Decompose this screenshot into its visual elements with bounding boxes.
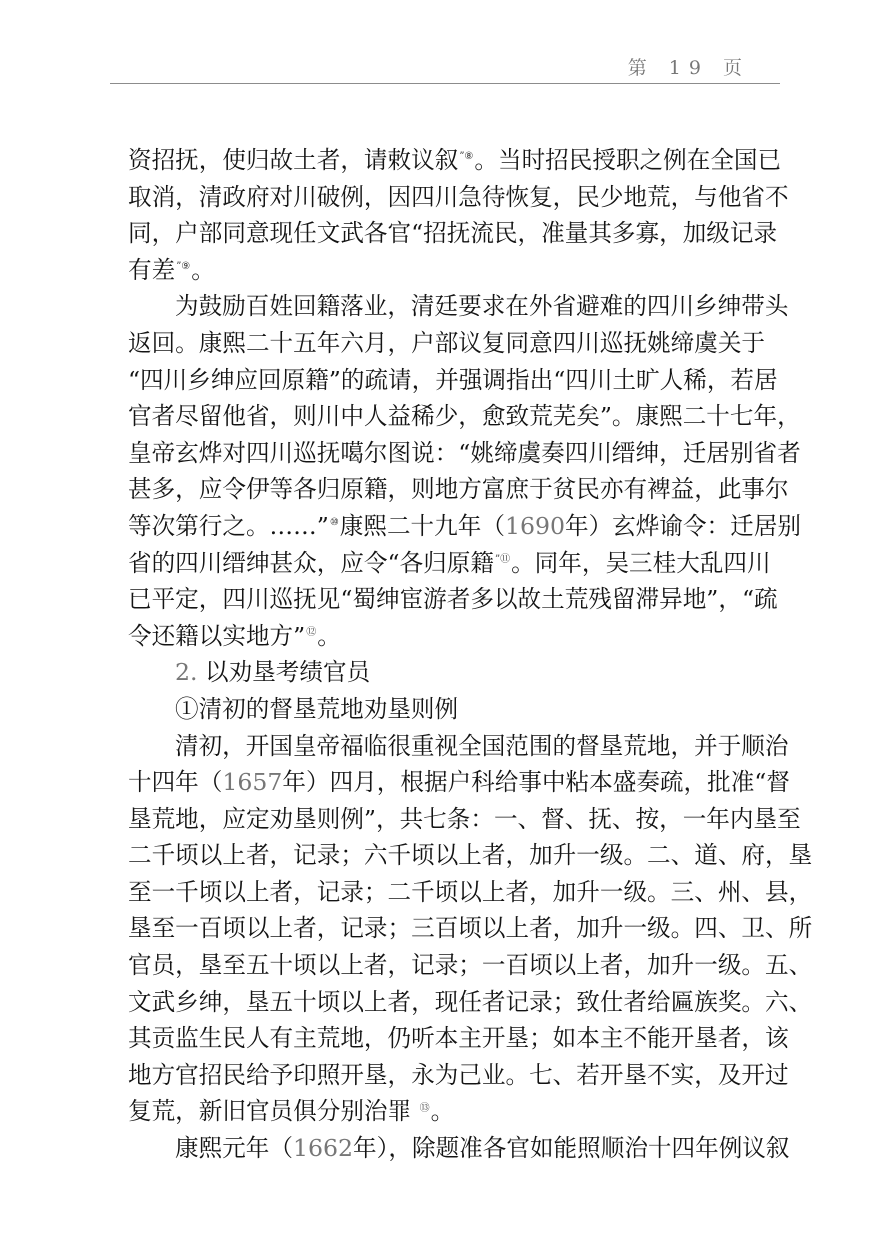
number-text: 1662 [292, 1134, 354, 1163]
footnote-marker: ”⑨ [176, 260, 191, 272]
text-segment: 已平定，四川巡抚见“蜀绅宦游者多以故土荒残留滞异地”，“疏 [128, 585, 778, 614]
text-segment: 。 [317, 621, 341, 650]
footnote-marker: ⑩ [329, 517, 339, 529]
text-segment: 甚多，应令伊等各归原籍，则地方富庶于贫民亦有裨益，此事尔 [128, 475, 789, 504]
text-segment: 为鼓励百姓回籍落业，清廷要求在外省避难的四川乡绅带头 [175, 292, 789, 321]
document-body [128, 142, 813, 1167]
text-line [128, 1093, 776, 1130]
text-line [128, 508, 801, 545]
footnote-marker: ”⑧ [459, 151, 474, 163]
text-segment: ①清初的督垦荒地劝垦则例 [175, 694, 459, 723]
text-line [128, 691, 776, 728]
text-segment: 。 [430, 1097, 455, 1126]
text-line [128, 471, 789, 508]
text-segment: 令还籍以实地方” [128, 621, 306, 650]
text-segment: “四川乡绅应回原籍”的疏请，并强调指出“四川土旷人稀，若居 [128, 365, 778, 394]
text-line [128, 1130, 790, 1167]
text-line [128, 179, 789, 216]
text-line [128, 252, 776, 289]
text-line [128, 947, 813, 984]
number-text: 1657 [222, 768, 283, 797]
text-segment: 。同年，吴三桂大乱四川 [511, 548, 771, 577]
text-line [128, 874, 813, 911]
text-segment: 官者尽留他省，则川中人益稀少，愈致荒芜矣”。康熙二十七年， [128, 402, 801, 431]
text-line [128, 545, 776, 582]
text-segment: 省的四川缙绅甚众，应令“各归原籍 [128, 548, 494, 577]
text-segment: 年）四月，根据户科给事中粘本盛奏疏，批准“督 [282, 768, 790, 797]
text-segment: 皇帝玄烨对四川巡抚噶尔图说：“姚缔虞奏四川缙绅，迁居别省者 [128, 438, 801, 467]
text-line [128, 618, 776, 655]
text-line [128, 728, 789, 765]
footnote-marker: ⑫ [306, 626, 317, 638]
text-line [128, 215, 776, 252]
number-text: 1690 [504, 511, 565, 540]
text-segment: 清初，开国皇帝福临很重视全国范围的督垦荒地，并于顺治 [175, 731, 789, 760]
text-segment: 年）玄烨谕令：迁居别 [564, 511, 801, 540]
text-segment: 等次第行之。……” [128, 511, 329, 540]
text-line [128, 362, 776, 399]
text-line [128, 581, 776, 618]
text-segment: 返回。康熙二十五年六月，户部议复同意四川巡抚姚缔虞关于 [128, 328, 766, 357]
page-number: 第 19 页 [627, 57, 750, 79]
text-line [128, 910, 813, 947]
text-segment: 年），除题准各官如能照顺治十四年例议叙 [353, 1134, 790, 1163]
text-line [128, 984, 813, 1021]
text-segment: 至一千顷以上者，记录；二千顷以上者，加升一级。三、州、县， [128, 877, 813, 906]
text-segment: 取消，清政府对川破例，因四川急待恢复，民少地荒，与他省不 [128, 182, 789, 211]
text-line [128, 398, 801, 435]
text-segment: 康熙元年（ [175, 1134, 293, 1163]
text-segment: 康熙二十九年（ [339, 511, 505, 540]
footnote-marker: ⑬ [419, 1102, 430, 1114]
text-segment: 地方官招民给予印照开垦，永为己业。七、若开垦不实，及开过 [128, 1060, 789, 1089]
text-line [128, 654, 776, 691]
text-segment: 以劝垦考绩官员 [197, 658, 371, 687]
text-segment: 垦荒地，应定劝垦则例”，共七条：一、督、抚、按，一年内垦至 [128, 804, 801, 833]
text-segment: 其贡监生民人有主荒地，仍听本主开垦；如本主不能开垦者，该 [128, 1024, 789, 1053]
text-line [128, 837, 813, 874]
text-segment: 官员，垦至五十顷以上者，记录；一百顷以上者，加升一级。五、 [128, 951, 813, 980]
text-line [128, 1057, 789, 1094]
text-line [128, 142, 782, 179]
text-segment: 垦至一百顷以上者，记录；三百顷以上者，加升一级。四、卫、所 [128, 914, 813, 943]
text-segment: 。当时招民授职之例在全国已 [474, 146, 782, 174]
number-text: 2. [175, 658, 198, 687]
text-segment: 复荒，新旧官员俱分别治罪 [128, 1097, 419, 1126]
text-segment: 同，户部同意现任文武各官“招抚流民，准量其多寡，加级记录 [128, 219, 778, 248]
text-segment: 十四年（ [128, 768, 223, 797]
text-segment: 有差 [128, 255, 176, 284]
text-line [128, 801, 801, 838]
text-line [128, 764, 790, 801]
text-line [128, 288, 789, 325]
text-segment: 。 [191, 255, 215, 284]
text-segment: 资招抚，使归故土者，请敕议叙 [128, 146, 459, 174]
text-segment: 文武乡绅，垦五十顷以上者，现任者记录；致仕者给匾族奖。六、 [128, 987, 813, 1016]
text-line [128, 325, 776, 362]
text-line [128, 1020, 789, 1057]
footnote-marker: ”⑪ [494, 553, 511, 565]
text-segment: 二千顷以上者，记录；六千顷以上者，加升一级。二、道、府，垦 [128, 841, 813, 870]
text-line [128, 435, 801, 472]
page-header [110, 50, 780, 84]
